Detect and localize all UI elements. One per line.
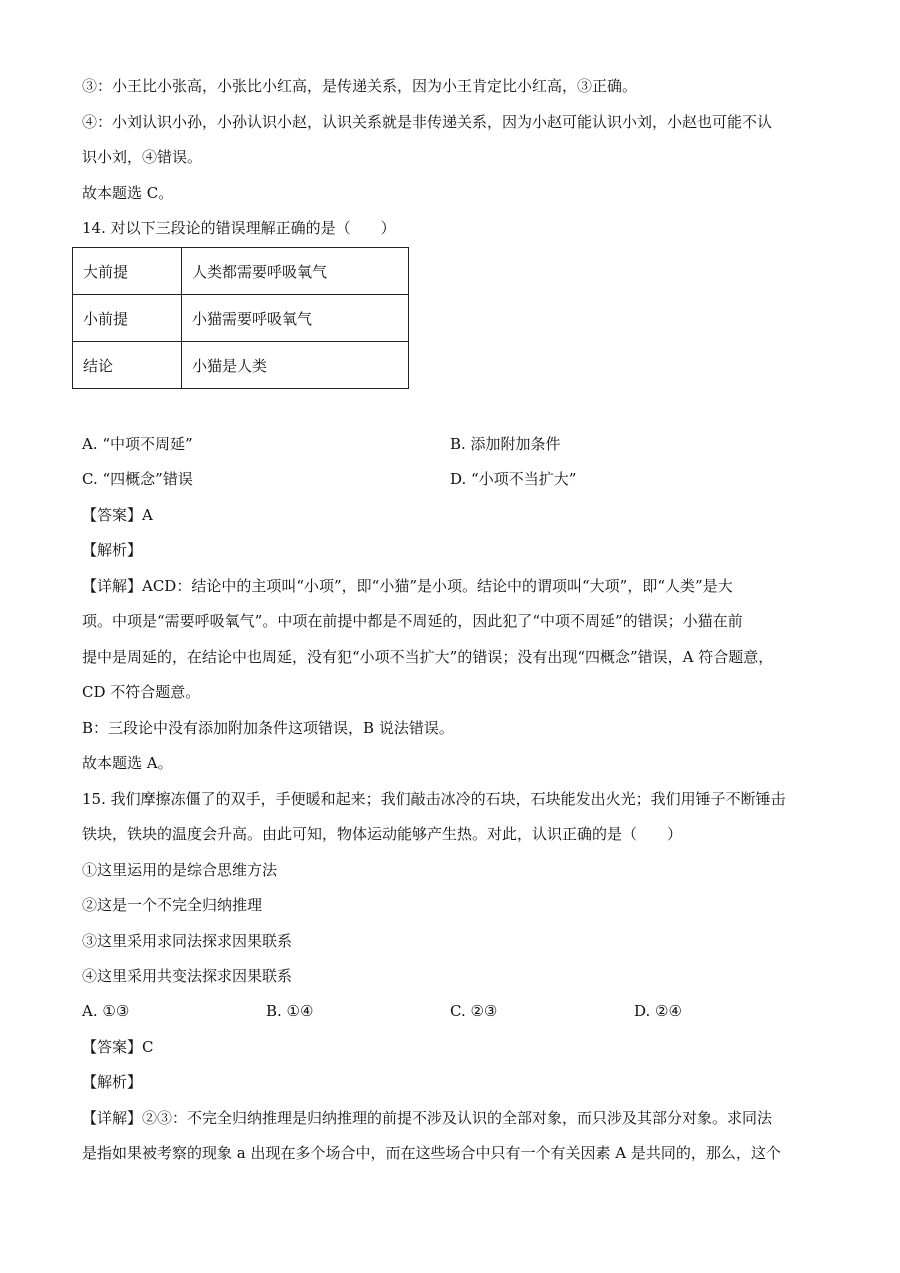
q14-detail-line: 故本题选 A。: [82, 754, 173, 772]
q14-option-b: B. 添加附加条件: [450, 435, 561, 453]
table-cell-value: 小猫是人类: [182, 342, 409, 389]
q14-detail-line: 【详解】ACD：结论中的主项叫“小项”，即“小猫”是小项。结论中的谓项叫“大项”，即“人类”是大: [82, 577, 733, 595]
text-line: ③：小王比小张高，小张比小红高，是传递关系，因为小王肯定比小红高，③正确。: [82, 77, 638, 95]
table-cell-key: 大前提: [73, 248, 182, 295]
table-cell-value: 人类都需要呼吸氧气: [182, 248, 409, 295]
q15-statement: ②这是一个不完全归纳推理: [82, 896, 263, 914]
text-line: ④：小刘认识小孙，小孙认识小赵，认识关系就是非传递关系，因为小赵可能认识小刘，小赵也可能不认: [82, 113, 773, 131]
q14-option-a: A. “中项不周延”: [82, 435, 193, 453]
q15-option-c: C. ②③: [450, 1002, 498, 1020]
q15-detail-line: 【详解】②③：不完全归纳推理是归纳推理的前提不涉及认识的全部对象，而只涉及其部分对象。求同法: [82, 1109, 773, 1127]
text-line: 故本题选 C。: [82, 184, 174, 202]
text-line: 识小刘，④错误。: [82, 148, 203, 166]
q14-detail-line: 项。中项是“需要呼吸氧气”。中项在前提中都是不周延的，因此犯了“中项不周延”的错误；小猫在前: [82, 612, 743, 630]
q15-answer: 【答案】C: [82, 1038, 154, 1056]
q14-detail-line: 提中是周延的，在结论中也周延，没有犯“小项不当扩大”的错误；没有出现“四概念”错误，A 符合题意，: [82, 648, 774, 666]
q14-detail-line: CD 不符合题意。: [82, 683, 201, 701]
q14-answer: 【答案】A: [82, 506, 153, 524]
table-cell-key: 小前提: [73, 295, 182, 342]
q15-option-a: A. ①③: [82, 1002, 130, 1020]
table-row: [73, 248, 409, 295]
q15-detail-line: 是指如果被考察的现象 a 出现在多个场合中，而在这些场合中只有一个有关因素 A 是共同的，那么，这个: [82, 1144, 781, 1162]
question-15-stem: 铁块，铁块的温度会升高。由此可知，物体运动能够产生热。对此，认识正确的是（ ）: [82, 825, 683, 843]
question-14-stem: 14. 对以下三段论的错误理解正确的是（ ）: [82, 219, 396, 237]
q15-statement: ①这里运用的是综合思维方法: [82, 861, 278, 879]
table-cell-value: 小猫需要呼吸氧气: [182, 295, 409, 342]
q15-statement: ③这里采用求同法探求因果联系: [82, 932, 293, 950]
question-15-stem: 15. 我们摩擦冻僵了的双手，手便暖和起来；我们敲击冰冷的石块，石块能发出火光；我们用锤子不断锤击: [82, 790, 786, 808]
q14-option-d: D. “小项不当扩大”: [450, 470, 577, 488]
table-row: [73, 342, 409, 389]
table-cell-key: 结论: [73, 342, 182, 389]
q14-detail-line: B：三段论中没有添加附加条件这项错误，B 说法错误。: [82, 719, 454, 737]
q15-option-b: B. ①④: [266, 1002, 314, 1020]
syllogism-table: [72, 247, 409, 389]
table-row: [73, 295, 409, 342]
q15-statement: ④这里采用共变法探求因果联系: [82, 967, 293, 985]
q14-analysis-label: 【解析】: [82, 541, 143, 559]
q15-analysis-label: 【解析】: [82, 1073, 143, 1091]
q15-option-d: D. ②④: [634, 1002, 682, 1020]
q14-option-c: C. “四概念”错误: [82, 470, 193, 488]
